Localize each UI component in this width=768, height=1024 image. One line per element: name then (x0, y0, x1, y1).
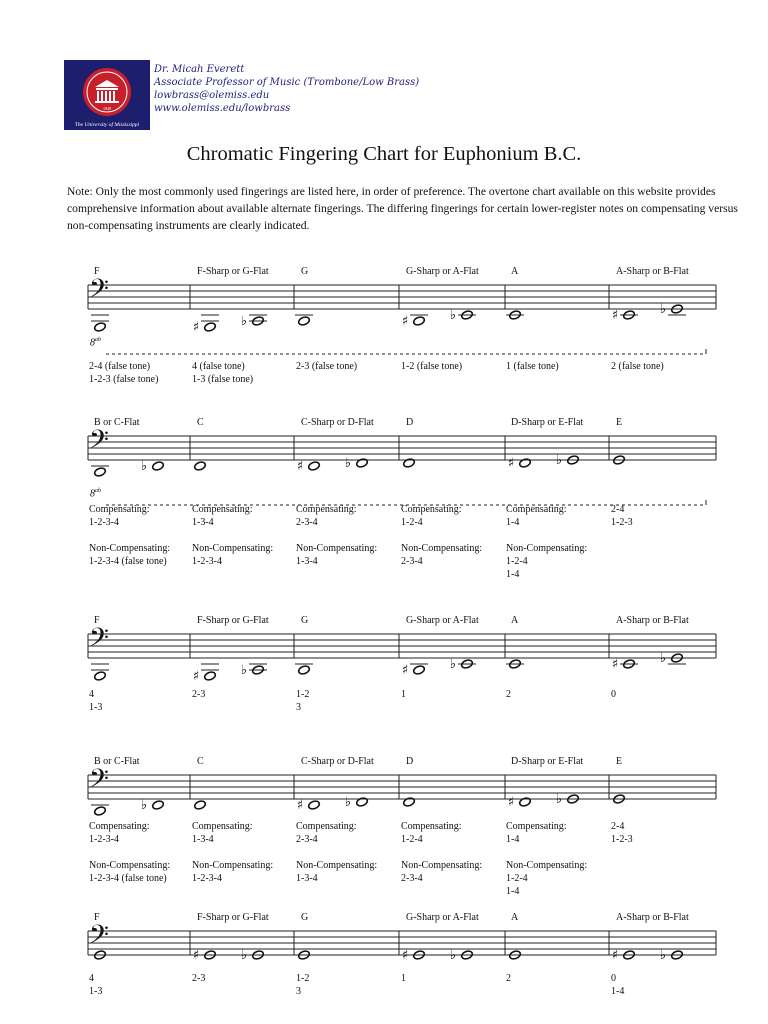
fingering-text: Compensating: (506, 504, 567, 515)
fingering-text (192, 529, 273, 542)
fingering-text: 1-3-4 (296, 556, 318, 567)
fingering-text: Compensating: (401, 821, 462, 832)
fingering-text (506, 529, 587, 542)
fingering-text: 1-2 (false tone) (401, 361, 463, 372)
whole-note (194, 800, 207, 811)
fingering-cell (89, 688, 102, 714)
note-name-label: E (616, 756, 623, 767)
fingering-text: 2-4 (611, 821, 625, 832)
note-name-label: G-Sharp or A-Flat (406, 615, 479, 626)
flat-icon: ♭ (449, 657, 457, 672)
note-name-label: A (511, 615, 519, 626)
note-name-label: C-Sharp or D-Flat (301, 756, 374, 767)
author-email[interactable]: lowbrass@olemiss.edu (154, 90, 270, 101)
note-name-label: G (301, 912, 309, 923)
note-name-label: A (511, 266, 519, 277)
fingering-cell (611, 820, 633, 846)
fingering-text: Non-Compensating: (506, 543, 588, 554)
fingering-text: 2-4 (false tone) (89, 361, 151, 372)
music-staff (0, 624, 768, 694)
sharp-icon: ♯ (401, 663, 409, 678)
flat-icon: ♭ (555, 792, 563, 807)
music-staff (0, 426, 768, 496)
fingering-cell (401, 820, 482, 885)
fingering-cell (611, 972, 624, 998)
note-name-label: F-Sharp or G-Flat (197, 615, 269, 626)
fingering-text: 1-2-3-4 (192, 873, 222, 884)
sharp-icon: ♯ (507, 795, 515, 810)
whole-note (403, 797, 416, 808)
fingering-text: 1-2-3 (611, 517, 633, 528)
fingering-cell (506, 972, 511, 985)
fingering-text: 2-3-4 (296, 834, 318, 845)
whole-note (413, 665, 426, 676)
fingering-text: 1-2-4 (506, 556, 528, 567)
fingering-text: 2-4 (611, 504, 625, 515)
fingering-text: 1-3 (89, 986, 103, 997)
fingering-text: 1-2 (296, 973, 310, 984)
sharp-icon: ♯ (296, 459, 304, 474)
note-name-label: F-Sharp or G-Flat (197, 912, 269, 923)
fingering-text: 2-3-4 (401, 556, 423, 567)
note-name-label: D (406, 756, 414, 767)
whole-note (356, 458, 369, 469)
note-name-label: C (197, 756, 204, 767)
fingering-text: 3 (296, 986, 301, 997)
ottava-bassa-marking: $8^{ab}$ (90, 488, 101, 500)
fingering-text: 1-3-4 (192, 517, 214, 528)
fingering-cell (89, 503, 170, 568)
fingering-text: 1-4 (506, 569, 520, 580)
note-name-label: E (616, 417, 623, 428)
note-name-label: D (406, 417, 414, 428)
fingering-cell (611, 503, 633, 529)
fingering-text: 1-2-4 (401, 517, 423, 528)
sharp-icon: ♯ (192, 948, 200, 963)
fingering-text: 1-2-4 (506, 873, 528, 884)
fingering-cell (401, 972, 406, 985)
whole-note (152, 800, 165, 811)
fingering-text (296, 846, 377, 859)
whole-note (94, 322, 107, 333)
note-name-label: G (301, 615, 309, 626)
sharp-icon: ♯ (611, 308, 619, 323)
whole-note (519, 797, 532, 808)
fingering-cell (611, 360, 664, 373)
sharp-icon: ♯ (401, 314, 409, 329)
fingering-text: 4 (89, 689, 94, 700)
university-logo (64, 60, 150, 130)
flat-icon: ♭ (140, 459, 148, 474)
fingering-text: 0 (611, 973, 616, 984)
fingering-text: 1-2-3 (false tone) (89, 374, 159, 385)
bass-clef-icon: 𝄢 (89, 764, 109, 800)
fingering-text (401, 529, 482, 542)
flat-icon: ♭ (140, 798, 148, 813)
fingering-cell (89, 820, 170, 885)
note-name-label: C (197, 417, 204, 428)
fingering-cell (192, 688, 205, 701)
sharp-icon: ♯ (401, 948, 409, 963)
logo-year: 1848 (103, 106, 111, 111)
fingering-cell (296, 503, 377, 568)
music-staff (0, 275, 768, 345)
fingering-text: 1-3 (false tone) (192, 374, 254, 385)
bass-clef-icon: 𝄢 (89, 623, 109, 659)
whole-note (94, 806, 107, 817)
fingering-cell (506, 688, 511, 701)
whole-note (204, 322, 217, 333)
whole-note (298, 316, 311, 327)
fingering-text: Compensating: (89, 504, 150, 515)
fingering-cell (506, 503, 587, 581)
university-seal-icon (64, 60, 150, 130)
whole-note (94, 671, 107, 682)
fingering-text: Compensating: (192, 821, 253, 832)
whole-note (94, 467, 107, 478)
fingering-text: Non-Compensating: (296, 543, 378, 554)
flat-icon: ♭ (240, 663, 248, 678)
fingering-text: 1-4 (611, 986, 625, 997)
fingering-cell (192, 820, 273, 885)
flat-icon: ♭ (449, 948, 457, 963)
note-name-label: F (94, 615, 100, 626)
flat-icon: ♭ (659, 651, 667, 666)
fingering-cell (296, 360, 357, 373)
fingering-text: 2-3 (192, 689, 206, 700)
fingering-cell (401, 503, 482, 568)
intro-note: Note: Only the most commonly used fingerings are listed here, in order of preference. The overtone chart available on this website provides comprehensive information about available alternate fingerings. The differing fingerings for certain lower-register notes on compensating versus non-compensating instruments are clearly indicated. (67, 185, 738, 232)
fingering-text: Compensating: (401, 504, 462, 515)
fingering-text: 1-2-3 (611, 834, 633, 845)
sharp-icon: ♯ (611, 948, 619, 963)
fingering-cell (611, 688, 616, 701)
fingering-text: 2-3 (192, 973, 206, 984)
fingering-cell (296, 820, 377, 885)
fingering-text: Compensating: (89, 821, 150, 832)
sharp-icon: ♯ (192, 320, 200, 335)
fingering-text: 4 (89, 973, 94, 984)
fingering-text: 1-3-4 (296, 873, 318, 884)
flat-icon: ♭ (344, 795, 352, 810)
note-name-label: C-Sharp or D-Flat (301, 417, 374, 428)
note-name-label: A (511, 912, 519, 923)
flat-icon: ♭ (659, 948, 667, 963)
fingering-text: 1-4 (506, 886, 520, 897)
flat-icon: ♭ (240, 948, 248, 963)
note-name-label: G (301, 266, 309, 277)
fingering-text: Non-Compensating: (506, 860, 588, 871)
fingering-text: 2 (false tone) (611, 361, 664, 372)
fingering-text: 1-2-3-4 (false tone) (89, 873, 167, 884)
fingering-text: 1-4 (506, 834, 520, 845)
sharp-icon: ♯ (507, 456, 515, 471)
fingering-cell (192, 503, 273, 568)
fingering-cell (89, 972, 102, 998)
bass-clef-icon: 𝄢 (89, 274, 109, 310)
note-name-label: B or C-Flat (94, 417, 140, 428)
flat-icon: ♭ (344, 456, 352, 471)
author-position: Associate Professor of Music (Trombone/Low Brass) (154, 77, 420, 88)
contact-info (154, 63, 419, 115)
fingering-text (506, 846, 587, 859)
fingering-text: 1-2-4 (401, 834, 423, 845)
fingering-text: 2-3-4 (401, 873, 423, 884)
fingering-text: 1 (401, 973, 406, 984)
ottava-bassa-marking: $8^{ab}$ (90, 337, 101, 349)
fingering-text (89, 529, 170, 542)
fingering-text: Compensating: (506, 821, 567, 832)
whole-note (356, 797, 369, 808)
fingering-cell (192, 360, 253, 386)
fingering-text: 1-2-3-4 (89, 517, 119, 528)
fingering-text (89, 846, 170, 859)
fingering-text: Non-Compensating: (192, 860, 274, 871)
fingering-cell (296, 972, 309, 998)
fingering-cell (401, 360, 462, 373)
fingering-text: Non-Compensating: (401, 860, 483, 871)
note-name-label: G-Sharp or A-Flat (406, 912, 479, 923)
sharp-icon: ♯ (296, 798, 304, 813)
fingering-text: 3 (296, 702, 301, 713)
whole-note (204, 671, 217, 682)
fingering-cell (401, 688, 406, 701)
author-name: Dr. Micah Everett (154, 64, 245, 75)
whole-note (413, 316, 426, 327)
note-name-label: A-Sharp or B-Flat (616, 266, 689, 277)
note-name-label: A-Sharp or B-Flat (616, 615, 689, 626)
fingering-cell (506, 360, 559, 373)
fingering-text: Non-Compensating: (401, 543, 483, 554)
fingering-text: 4 (false tone) (192, 361, 245, 372)
header (64, 60, 420, 132)
note-name-label: A-Sharp or B-Flat (616, 912, 689, 923)
fingering-cell (296, 688, 309, 714)
fingering-text (401, 846, 482, 859)
whole-note (152, 461, 165, 472)
whole-note (194, 461, 207, 472)
fingering-cell (192, 972, 205, 985)
note-name-label: D-Sharp or E-Flat (511, 756, 584, 767)
fingering-text: 2 (506, 689, 511, 700)
logo-caption: The University of Mississippi (74, 122, 140, 128)
fingering-text: Compensating: (296, 821, 357, 832)
fingering-text: 2-3-4 (296, 517, 318, 528)
bass-clef-icon: 𝄢 (89, 425, 109, 461)
fingering-cell (89, 360, 158, 386)
fingering-text: 1-2-3-4 (false tone) (89, 556, 167, 567)
fingering-text: 2-3 (false tone) (296, 361, 358, 372)
flat-icon: ♭ (555, 453, 563, 468)
fingering-text: 1-3 (89, 702, 103, 713)
note-name-label: F-Sharp or G-Flat (197, 266, 269, 277)
sharp-icon: ♯ (192, 669, 200, 684)
fingering-text: 1 (401, 689, 406, 700)
note-name-label: G-Sharp or A-Flat (406, 266, 479, 277)
note-name-label: F (94, 266, 100, 277)
fingering-text: Non-Compensating: (192, 543, 274, 554)
whole-note (519, 458, 532, 469)
fingering-text: Non-Compensating: (89, 543, 171, 554)
sharp-icon: ♯ (611, 657, 619, 672)
fingering-text: Compensating: (296, 504, 357, 515)
fingering-cell (506, 820, 587, 898)
bass-clef-icon: 𝄢 (89, 920, 109, 956)
note-name-label: B or C-Flat (94, 756, 140, 767)
flat-icon: ♭ (659, 302, 667, 317)
flat-icon: ♭ (240, 314, 248, 329)
whole-note (308, 800, 321, 811)
fingering-text: 2 (506, 973, 511, 984)
fingering-text: 1-2-3-4 (89, 834, 119, 845)
fingering-text: 1-3-4 (192, 834, 214, 845)
music-staff (0, 921, 768, 991)
note-name-label: D-Sharp or E-Flat (511, 417, 584, 428)
fingering-text: 0 (611, 689, 616, 700)
whole-note (298, 665, 311, 676)
fingering-text (296, 529, 377, 542)
whole-note (308, 461, 321, 472)
note-name-label: F (94, 912, 100, 923)
fingering-text: 1 (false tone) (506, 361, 559, 372)
fingering-text (192, 846, 273, 859)
author-website[interactable]: www.olemiss.edu/lowbrass (154, 103, 291, 114)
page-title: Chromatic Fingering Chart for Euphonium B.C. (186, 143, 582, 165)
fingering-text: Non-Compensating: (89, 860, 171, 871)
fingering-text: 1-4 (506, 517, 520, 528)
flat-icon: ♭ (449, 308, 457, 323)
fingering-text: Non-Compensating: (296, 860, 378, 871)
fingering-text: 1-2 (296, 689, 310, 700)
fingering-text: Compensating: (192, 504, 253, 515)
whole-note (403, 458, 416, 469)
fingering-text: 1-2-3-4 (192, 556, 222, 567)
